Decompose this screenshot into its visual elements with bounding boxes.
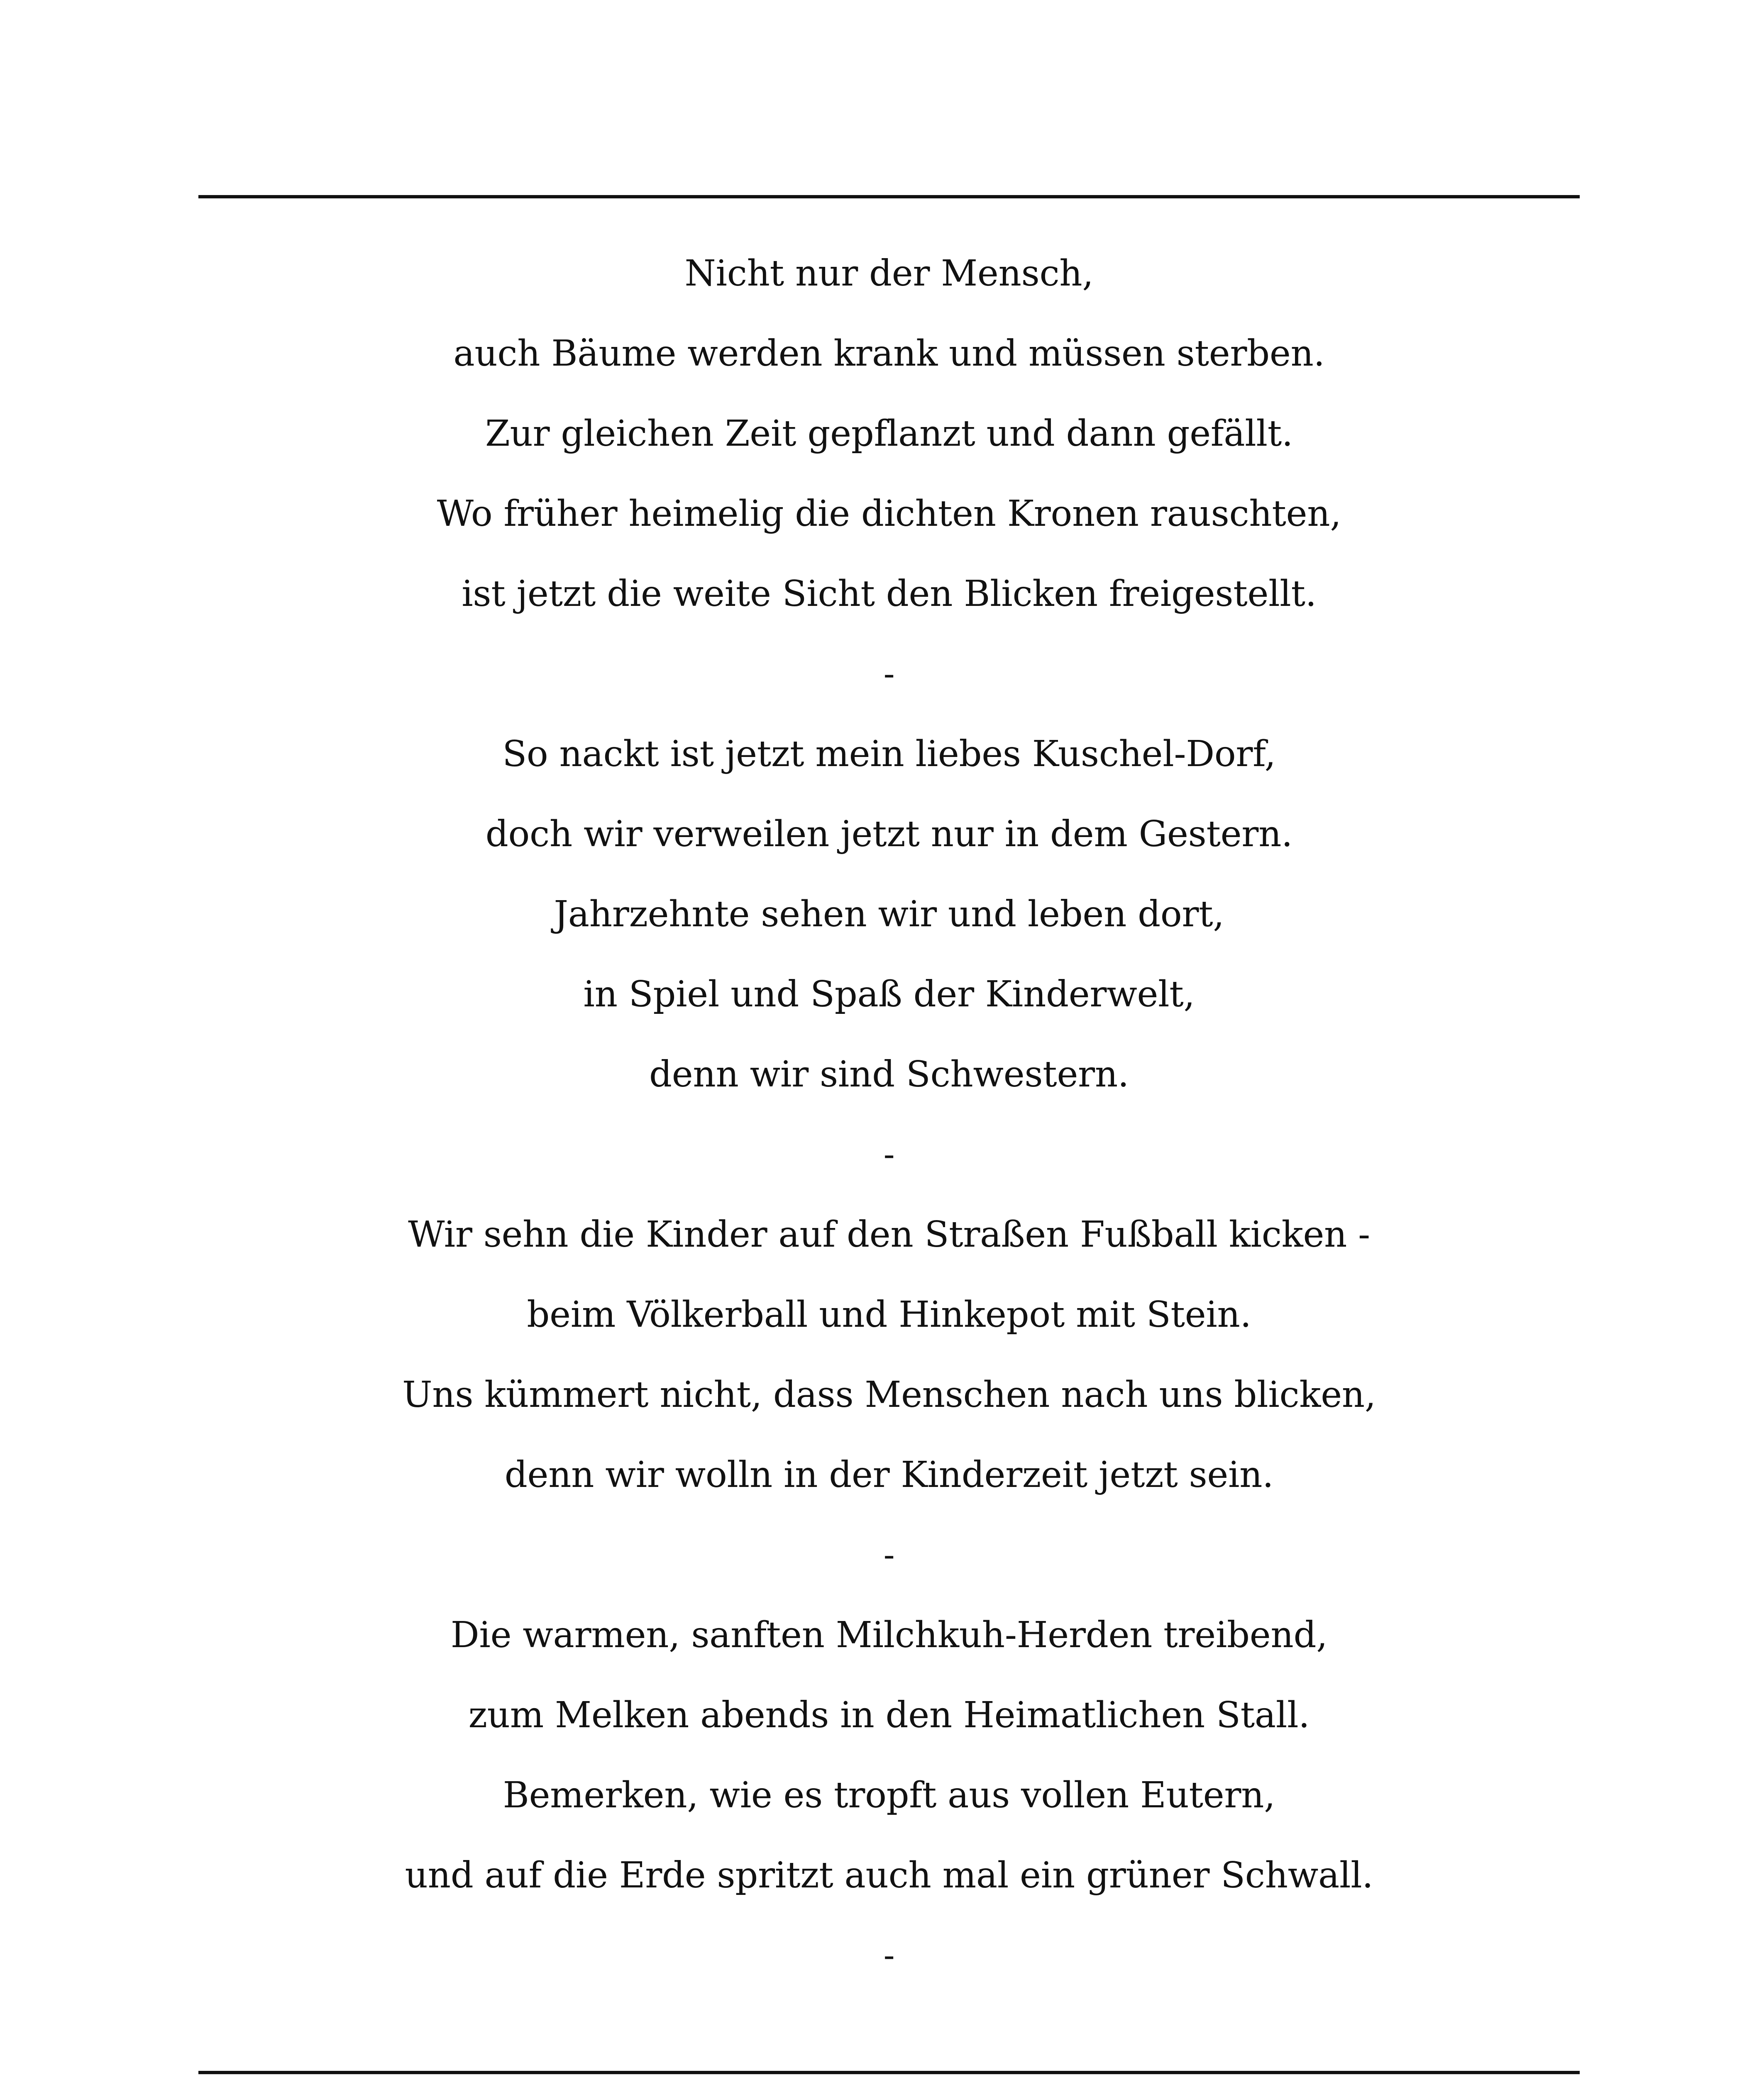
poem-line: auch Bäume werden krank und müssen sterben.	[453, 333, 1325, 374]
poem-line: Wo früher heimelig die dichten Kronen rauschten,	[437, 493, 1341, 535]
poem-line: zum Melken abends in den Heimatlichen Stall.	[468, 1694, 1310, 1736]
poem-line: Jahrzehnte sehen wir und leben dort,	[554, 893, 1224, 935]
poem-line: Die warmen, sanften Milchkuh-Herden treibend,	[450, 1614, 1328, 1656]
stanza-separator: -	[883, 1536, 895, 1574]
poem-line: denn wir sind Schwestern.	[649, 1054, 1129, 1095]
stanza-separator: -	[883, 1936, 895, 1975]
poem-line: und auf die Erde spritzt auch mal ein grüner Schwall.	[405, 1855, 1373, 1896]
poem-line: doch wir verweilen jetzt nur in dem Gestern.	[485, 813, 1293, 855]
stanza-separator: -	[883, 1135, 895, 1174]
poem-line: Zur gleichen Zeit gepflanzt und dann gefällt.	[485, 413, 1293, 454]
poem-line: So nackt ist jetzt mein liebes Kuschel-Dorf,	[502, 733, 1276, 775]
poem-line: denn wir wolln in der Kinderzeit jetzt sein.	[504, 1454, 1274, 1496]
poem-line: Wir sehn die Kinder auf den Straßen Fußball kicken -	[408, 1214, 1370, 1255]
poem-line: ist jetzt die weite Sicht den Blicken freigestellt.	[462, 573, 1317, 615]
poem-line: Bemerken, wie es tropft aus vollen Eutern,	[503, 1775, 1275, 1816]
poem-line: beim Völkerball und Hinkepot mit Stein.	[527, 1294, 1251, 1335]
stanza-separator: -	[883, 654, 895, 693]
bottom-rule	[198, 2071, 1580, 2074]
poem-line: Uns kümmert nicht, dass Menschen nach uns blicken,	[402, 1374, 1376, 1416]
poem-line: Nicht nur der Mensch,	[684, 253, 1094, 294]
top-rule	[198, 195, 1580, 198]
poem-line: in Spiel und Spaß der Kinderwelt,	[583, 974, 1195, 1015]
poem-body	[198, 242, 1580, 2004]
